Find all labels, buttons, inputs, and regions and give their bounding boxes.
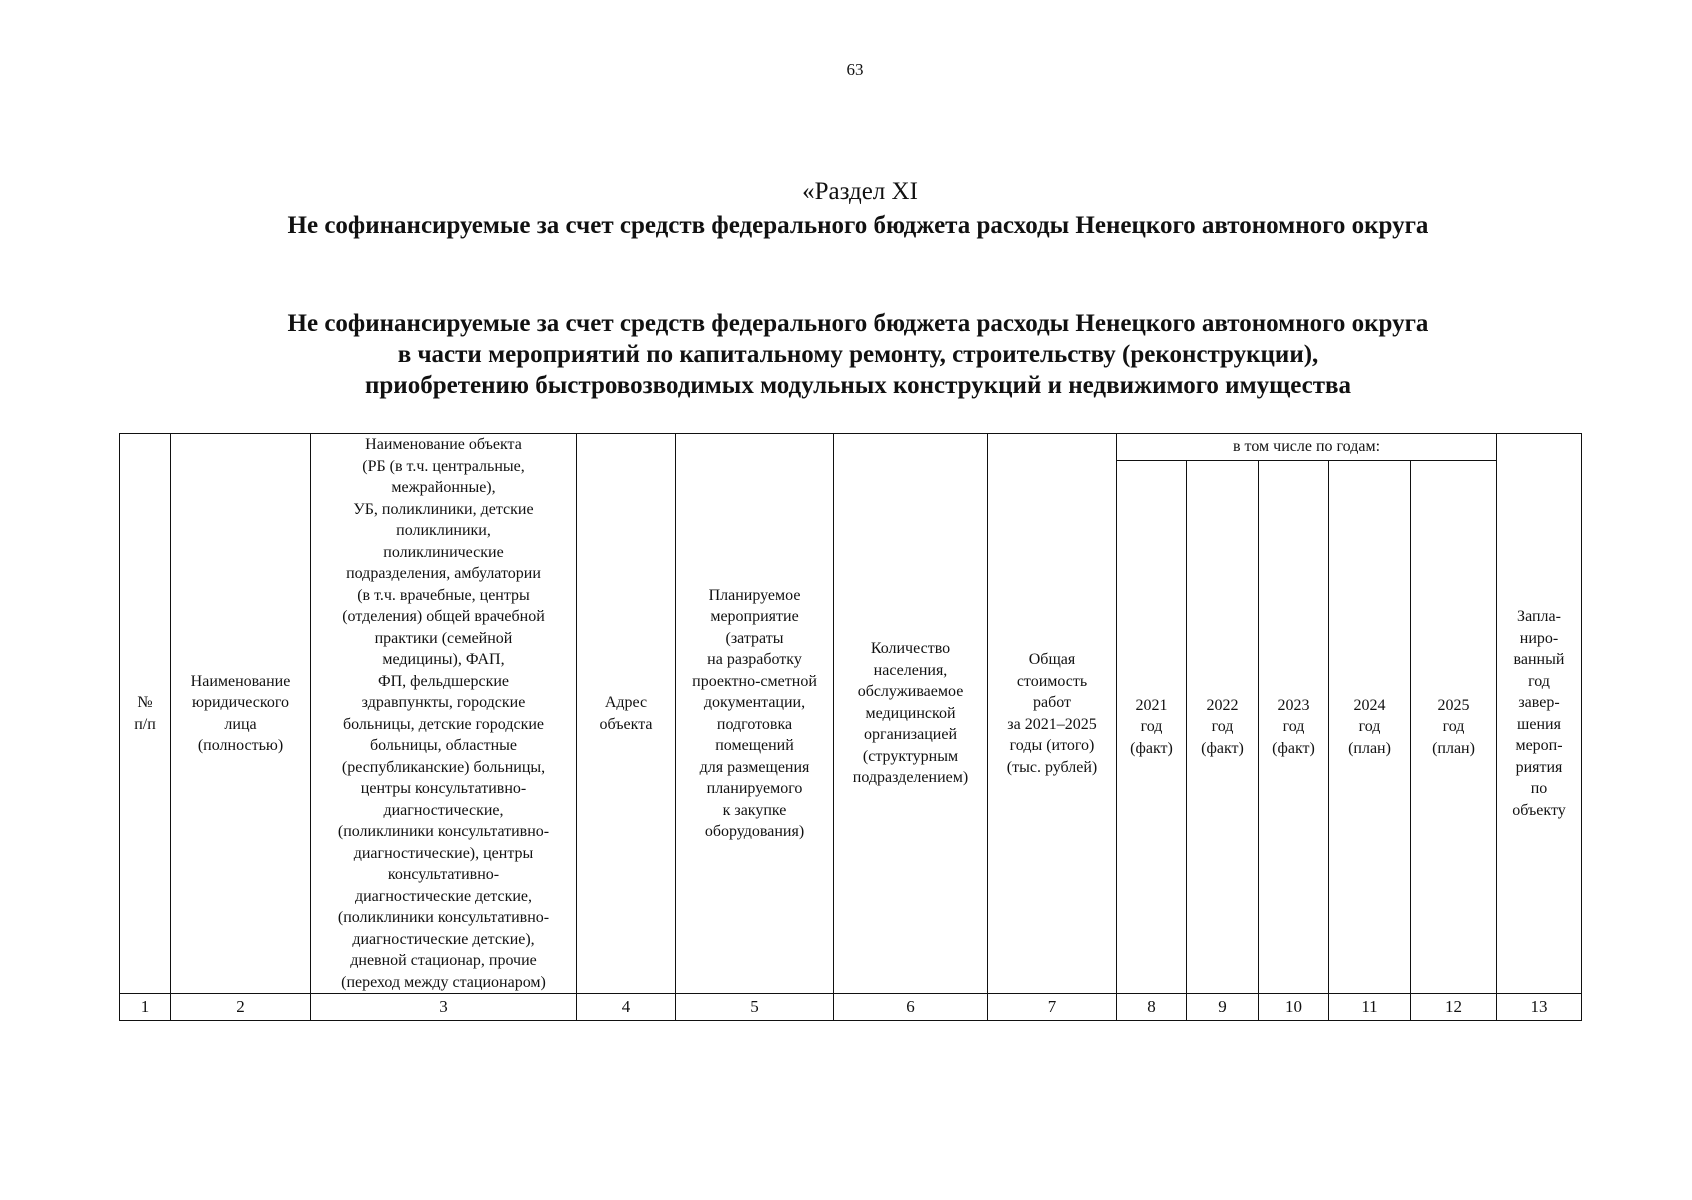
section-label: «Раздел XI — [802, 178, 918, 205]
column-number: 12 — [1411, 994, 1497, 1021]
header-years-group: в том числе по годам: — [1117, 434, 1497, 461]
header-completion-year: Запла- ниро- ванный год завер- шения мероп- риятия по объекту — [1497, 434, 1582, 994]
column-number: 10 — [1259, 994, 1329, 1021]
header-planned-measure: Планируемое мероприятие (затраты на разработку проектно-сметной документации, подготовка помещений для размещения планируемого к закупке оборудования) — [676, 434, 834, 994]
page-number: 63 — [846, 60, 864, 79]
table-title-line: Не софинансируемые за счет средств федерального бюджета расходы Ненецкого автономного округа — [287, 310, 1429, 337]
header-object-name: Наименование объекта (РБ (в т.ч. центральные, межрайонные), УБ, поликлиники, детские поликлиники, поликлинические подразделения, амбулатории (в т.ч. врачебные, центры (отделения) общей врачебной практики (семейной медицины), ФАП, ФП, фельдшерские здравпункты, городские больницы, детские городские больницы, областные (республиканские) больницы, центры консультативно- диагностические, (поликлиники консультативно- диагностические), центры консультативно- диагностические детские, (поликлиники консультативно- диагностические детские), дневной стационар, прочие (переход между стационаром) — [311, 434, 577, 994]
header-population: Количество населения, обслуживаемое медицинской организацией (структурным подразделением) — [834, 434, 988, 994]
column-number: 8 — [1117, 994, 1187, 1021]
column-number-row — [120, 994, 1582, 1021]
column-number: 9 — [1187, 994, 1259, 1021]
column-number: 13 — [1497, 994, 1582, 1021]
table-title-line: приобретению быстровозводимых модульных конструкций и недвижимого имущества — [365, 372, 1351, 399]
expenses-table — [119, 433, 1582, 1021]
column-number: 6 — [834, 994, 988, 1021]
section-title: Не софинансируемые за счет средств федерального бюджета расходы Ненецкого автономного округа — [287, 212, 1429, 239]
header-legal-name: Наименование юридического лица (полностью) — [171, 434, 311, 994]
header-year-2023: 2023 год (факт) — [1259, 461, 1329, 994]
column-number: 3 — [311, 994, 577, 1021]
header-year-2024: 2024 год (план) — [1329, 461, 1411, 994]
column-number: 5 — [676, 994, 834, 1021]
header-num: № п/п — [120, 434, 171, 994]
column-number: 2 — [171, 994, 311, 1021]
table-title-line: в части мероприятий по капитальному ремонту, строительству (реконструкции), — [397, 341, 1319, 368]
table-title — [0, 308, 1692, 401]
column-number: 1 — [120, 994, 171, 1021]
column-number: 7 — [988, 994, 1117, 1021]
header-year-2021: 2021 год (факт) — [1117, 461, 1187, 994]
column-number: 4 — [577, 994, 676, 1021]
header-year-2022: 2022 год (факт) — [1187, 461, 1259, 994]
header-address: Адрес объекта — [577, 434, 676, 994]
column-number: 11 — [1329, 994, 1411, 1021]
header-year-2025: 2025 год (план) — [1411, 461, 1497, 994]
header-total-cost: Общая стоимость работ за 2021–2025 годы (итого) (тыс. рублей) — [988, 434, 1117, 994]
header-row-years — [120, 434, 1582, 461]
